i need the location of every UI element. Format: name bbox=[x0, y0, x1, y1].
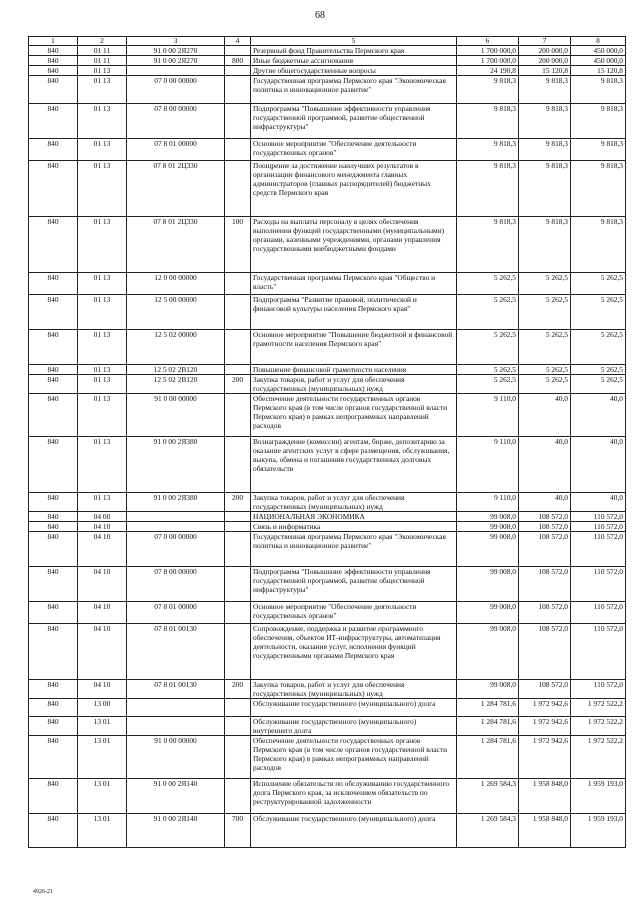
table-row bbox=[29, 273, 626, 295]
cell-c2: 01 13 bbox=[78, 217, 127, 273]
cell-c3: 12 5 00 00000 bbox=[127, 295, 225, 330]
cell-c4 bbox=[225, 66, 251, 76]
cell-c4 bbox=[225, 624, 251, 680]
cell-c3: 12 5 02 2В120 bbox=[127, 375, 225, 394]
cell-c2: 04 10 bbox=[78, 680, 127, 699]
cell-v1: 9 818,3 bbox=[457, 139, 519, 161]
cell-c4: 200 bbox=[225, 375, 251, 394]
cell-c3: 91 0 00 2Я140 bbox=[127, 814, 225, 848]
cell-c3 bbox=[127, 66, 225, 76]
cell-v1: 1 700 000,0 bbox=[457, 46, 519, 56]
cell-c3 bbox=[127, 512, 225, 522]
cell-v3: 5 262,5 bbox=[571, 273, 626, 295]
table-row bbox=[29, 602, 626, 624]
cell-name: Другие общегосударственные вопросы bbox=[251, 66, 457, 76]
cell-c1: 840 bbox=[29, 680, 78, 699]
cell-v3: 1 972 522,2 bbox=[571, 717, 626, 736]
cell-v2: 108 572,0 bbox=[519, 512, 571, 522]
cell-v2: 9 818,3 bbox=[519, 161, 571, 217]
cell-c3: 12 0 00 00000 bbox=[127, 273, 225, 295]
cell-c4 bbox=[225, 532, 251, 567]
cell-c4 bbox=[225, 46, 251, 56]
cell-v1: 99 008,0 bbox=[457, 602, 519, 624]
cell-name: Подпрограмма "Повышение эффективности управления государственной программой, развитие общественной инфраструктуры" bbox=[251, 104, 457, 139]
table-row bbox=[29, 104, 626, 139]
cell-v1: 1 284 781,6 bbox=[457, 736, 519, 779]
table-row bbox=[29, 532, 626, 567]
cell-c1: 840 bbox=[29, 602, 78, 624]
cell-c3: 12 5 02 00000 bbox=[127, 330, 225, 365]
cell-c2: 01 13 bbox=[78, 104, 127, 139]
cell-v1: 1 284 781,6 bbox=[457, 717, 519, 736]
cell-c2: 01 11 bbox=[78, 56, 127, 66]
table-row bbox=[29, 680, 626, 699]
cell-v1: 1 700 000,0 bbox=[457, 56, 519, 66]
cell-c2: 04 10 bbox=[78, 602, 127, 624]
table-row bbox=[29, 295, 626, 330]
cell-v2: 40,0 bbox=[519, 394, 571, 437]
cell-c2: 01 13 bbox=[78, 66, 127, 76]
table-row bbox=[29, 76, 626, 104]
table-row bbox=[29, 365, 626, 375]
cell-v3: 9 818,3 bbox=[571, 139, 626, 161]
cell-v3: 1 959 193,0 bbox=[571, 779, 626, 814]
cell-c4 bbox=[225, 104, 251, 139]
cell-c4: 200 bbox=[225, 680, 251, 699]
cell-v1: 5 262,5 bbox=[457, 273, 519, 295]
cell-name: Обслуживание государственного (муниципального) внутреннего долга bbox=[251, 717, 457, 736]
cell-v3: 110 572,0 bbox=[571, 680, 626, 699]
cell-c4 bbox=[225, 394, 251, 437]
cell-c1: 840 bbox=[29, 493, 78, 512]
cell-v1: 5 262,5 bbox=[457, 330, 519, 365]
cell-name: Повышение финансовой грамотности населения bbox=[251, 365, 457, 375]
cell-c1: 840 bbox=[29, 56, 78, 66]
cell-c4 bbox=[225, 717, 251, 736]
cell-c2: 13 00 bbox=[78, 699, 127, 717]
cell-c3: 91 0 00 2Я270 bbox=[127, 56, 225, 66]
cell-c2: 01 13 bbox=[78, 161, 127, 217]
cell-name: Резервный фонд Правительства Пермского края bbox=[251, 46, 457, 56]
cell-v2: 5 262,5 bbox=[519, 375, 571, 394]
cell-c1: 840 bbox=[29, 330, 78, 365]
table-row bbox=[29, 437, 626, 493]
cell-v1: 5 262,5 bbox=[457, 375, 519, 394]
cell-c2: 04 10 bbox=[78, 522, 127, 532]
header-cell: 3 bbox=[127, 37, 225, 46]
cell-c3: 07 8 01 00130 bbox=[127, 680, 225, 699]
cell-c1: 840 bbox=[29, 717, 78, 736]
cell-name: Поощрение за достижение наилучших результатов в организации финансового менеджмента главных администраторов (главных распорядителей) бюджетных средств Пермского края bbox=[251, 161, 457, 217]
cell-v1: 24 190,8 bbox=[457, 66, 519, 76]
cell-c1: 840 bbox=[29, 522, 78, 532]
cell-name: Закупка товаров, работ и услуг для обеспечения государственных (муниципальных) нужд bbox=[251, 375, 457, 394]
cell-v1: 99 008,0 bbox=[457, 512, 519, 522]
cell-c4: 100 bbox=[225, 217, 251, 273]
cell-v3: 9 818,3 bbox=[571, 161, 626, 217]
cell-c3: 91 0 00 2Я140 bbox=[127, 779, 225, 814]
cell-v2: 108 572,0 bbox=[519, 602, 571, 624]
cell-v2: 5 262,5 bbox=[519, 273, 571, 295]
cell-name: Основное мероприятие "Обеспечение деятельности государственных органов" bbox=[251, 139, 457, 161]
cell-c1: 840 bbox=[29, 365, 78, 375]
cell-c4 bbox=[225, 76, 251, 104]
table-row bbox=[29, 330, 626, 365]
cell-c1: 840 bbox=[29, 139, 78, 161]
cell-c1: 840 bbox=[29, 779, 78, 814]
header-row bbox=[29, 37, 626, 46]
cell-v2: 108 572,0 bbox=[519, 680, 571, 699]
cell-v1: 99 008,0 bbox=[457, 680, 519, 699]
cell-c2: 13 01 bbox=[78, 736, 127, 779]
cell-c3: 07 8 01 00130 bbox=[127, 624, 225, 680]
cell-name: Вознаграждение (комиссии) агентам, бирже, депозитарию за оказание агентских услуг в сфере размещения, обслуживания, выкупа, обмена и погашения государственных долговых обязательств bbox=[251, 437, 457, 493]
cell-c3: 91 0 00 00000 bbox=[127, 736, 225, 779]
cell-v2: 108 572,0 bbox=[519, 624, 571, 680]
cell-c4: 800 bbox=[225, 56, 251, 66]
cell-c2: 04 10 bbox=[78, 567, 127, 602]
header-cell: 4 bbox=[225, 37, 251, 46]
cell-v2: 1 972 942,6 bbox=[519, 717, 571, 736]
cell-v1: 5 262,5 bbox=[457, 295, 519, 330]
cell-c4 bbox=[225, 779, 251, 814]
cell-v1: 9 818,3 bbox=[457, 217, 519, 273]
cell-v3: 450 000,0 bbox=[571, 56, 626, 66]
cell-v3: 9 818,3 bbox=[571, 76, 626, 104]
cell-v1: 9 818,3 bbox=[457, 76, 519, 104]
cell-name: НАЦИОНАЛЬНАЯ ЭКОНОМИКА bbox=[251, 512, 457, 522]
cell-v2: 108 572,0 bbox=[519, 567, 571, 602]
cell-c2: 01 13 bbox=[78, 394, 127, 437]
cell-v3: 110 572,0 bbox=[571, 602, 626, 624]
cell-c1: 840 bbox=[29, 76, 78, 104]
cell-c1: 840 bbox=[29, 273, 78, 295]
cell-name: Закупка товаров, работ и услуг для обеспечения государственных (муниципальных) нужд bbox=[251, 680, 457, 699]
cell-v1: 1 269 584,3 bbox=[457, 814, 519, 848]
cell-name: Основное мероприятие "Обеспечение деятельности государственных органов" bbox=[251, 602, 457, 624]
page-number: 68 bbox=[315, 10, 325, 21]
cell-c3: 07 8 00 00000 bbox=[127, 567, 225, 602]
cell-c2: 13 01 bbox=[78, 717, 127, 736]
cell-v3: 1 972 522,2 bbox=[571, 699, 626, 717]
cell-c3 bbox=[127, 522, 225, 532]
cell-v3: 40,0 bbox=[571, 493, 626, 512]
cell-c1: 840 bbox=[29, 532, 78, 567]
cell-c3 bbox=[127, 699, 225, 717]
cell-c2: 04 10 bbox=[78, 624, 127, 680]
cell-c3: 91 0 00 2Я380 bbox=[127, 437, 225, 493]
table-row bbox=[29, 139, 626, 161]
cell-v3: 40,0 bbox=[571, 394, 626, 437]
cell-v3: 1 959 193,0 bbox=[571, 814, 626, 848]
cell-c1: 840 bbox=[29, 66, 78, 76]
cell-v2: 200 000,0 bbox=[519, 56, 571, 66]
cell-v1: 9 110,0 bbox=[457, 437, 519, 493]
table-row bbox=[29, 161, 626, 217]
cell-c2: 01 13 bbox=[78, 493, 127, 512]
cell-name: Обеспечение деятельности государственных органов Пермского края (в том числе органов государственной власти Пермского края) в рамках непрограммных направлений расходов bbox=[251, 736, 457, 779]
cell-c3: 07 8 01 00000 bbox=[127, 139, 225, 161]
cell-c4 bbox=[225, 567, 251, 602]
cell-v2: 200 000,0 bbox=[519, 46, 571, 56]
cell-v2: 9 818,3 bbox=[519, 139, 571, 161]
cell-c1: 840 bbox=[29, 295, 78, 330]
cell-v2: 40,0 bbox=[519, 493, 571, 512]
cell-c3 bbox=[127, 717, 225, 736]
cell-c2: 01 13 bbox=[78, 139, 127, 161]
cell-v2: 9 818,3 bbox=[519, 104, 571, 139]
table-row bbox=[29, 736, 626, 779]
table-row bbox=[29, 217, 626, 273]
cell-v3: 110 572,0 bbox=[571, 532, 626, 567]
cell-v2: 1 958 848,0 bbox=[519, 814, 571, 848]
cell-c1: 840 bbox=[29, 512, 78, 522]
cell-c1: 840 bbox=[29, 699, 78, 717]
cell-v3: 450 000,0 bbox=[571, 46, 626, 56]
cell-c4: 200 bbox=[225, 493, 251, 512]
cell-name: Обслуживание государственного (муниципального) долга bbox=[251, 814, 457, 848]
cell-c2: 01 11 bbox=[78, 46, 127, 56]
table-row bbox=[29, 66, 626, 76]
cell-v2: 1 972 942,6 bbox=[519, 699, 571, 717]
cell-c4 bbox=[225, 522, 251, 532]
cell-v3: 5 262,5 bbox=[571, 365, 626, 375]
cell-c4 bbox=[225, 161, 251, 217]
cell-c1: 840 bbox=[29, 375, 78, 394]
cell-c3: 07 8 00 00000 bbox=[127, 104, 225, 139]
cell-v2: 108 572,0 bbox=[519, 522, 571, 532]
cell-c1: 840 bbox=[29, 567, 78, 602]
cell-v1: 1 269 584,3 bbox=[457, 779, 519, 814]
cell-c1: 840 bbox=[29, 161, 78, 217]
cell-c3: 91 0 00 00000 bbox=[127, 394, 225, 437]
cell-c2: 01 13 bbox=[78, 76, 127, 104]
cell-v1: 5 262,5 bbox=[457, 365, 519, 375]
cell-v3: 110 572,0 bbox=[571, 522, 626, 532]
cell-v3: 110 572,0 bbox=[571, 512, 626, 522]
cell-v3: 5 262,5 bbox=[571, 375, 626, 394]
cell-v2: 15 120,8 bbox=[519, 66, 571, 76]
cell-v2: 108 572,0 bbox=[519, 532, 571, 567]
header-cell: 2 bbox=[78, 37, 127, 46]
cell-c4 bbox=[225, 699, 251, 717]
cell-c2: 01 13 bbox=[78, 437, 127, 493]
cell-name: Связь и информатика bbox=[251, 522, 457, 532]
cell-c2: 01 13 bbox=[78, 330, 127, 365]
cell-c3: 07 0 00 00000 bbox=[127, 532, 225, 567]
cell-name: Иные бюджетные ассигнования bbox=[251, 56, 457, 66]
cell-v3: 5 262,5 bbox=[571, 295, 626, 330]
cell-c2: 13 01 bbox=[78, 814, 127, 848]
cell-v1: 99 008,0 bbox=[457, 522, 519, 532]
cell-v3: 1 972 522,2 bbox=[571, 736, 626, 779]
cell-v2: 9 818,3 bbox=[519, 217, 571, 273]
footer-code: 4926-21 bbox=[33, 889, 53, 895]
header-cell: 8 bbox=[571, 37, 626, 46]
cell-c1: 840 bbox=[29, 46, 78, 56]
cell-c2: 04 10 bbox=[78, 532, 127, 567]
cell-c2: 13 01 bbox=[78, 779, 127, 814]
cell-v2: 1 972 942,6 bbox=[519, 736, 571, 779]
cell-c4 bbox=[225, 602, 251, 624]
cell-c1: 840 bbox=[29, 814, 78, 848]
cell-c3: 07 8 01 2Ц330 bbox=[127, 161, 225, 217]
table-row bbox=[29, 779, 626, 814]
cell-c2: 01 13 bbox=[78, 295, 127, 330]
cell-v2: 5 262,5 bbox=[519, 295, 571, 330]
cell-v3: 40,0 bbox=[571, 437, 626, 493]
header-cell: 6 bbox=[457, 37, 519, 46]
table-row bbox=[29, 717, 626, 736]
cell-v3: 9 818,3 bbox=[571, 217, 626, 273]
table-row bbox=[29, 512, 626, 522]
cell-c4 bbox=[225, 330, 251, 365]
cell-v3: 15 120,8 bbox=[571, 66, 626, 76]
cell-name: Подпрограмма "Повышение эффективности управления государственной программой, развитие общественной инфраструктуры" bbox=[251, 567, 457, 602]
cell-name: Государственная программа Пермского края "Общество и власть" bbox=[251, 273, 457, 295]
cell-c1: 840 bbox=[29, 624, 78, 680]
cell-c1: 840 bbox=[29, 736, 78, 779]
cell-v1: 9 818,3 bbox=[457, 104, 519, 139]
table-row bbox=[29, 375, 626, 394]
cell-c4 bbox=[225, 736, 251, 779]
cell-v1: 99 008,0 bbox=[457, 532, 519, 567]
cell-c4 bbox=[225, 437, 251, 493]
cell-v1: 9 110,0 bbox=[457, 493, 519, 512]
budget-table bbox=[28, 36, 626, 848]
cell-c3: 91 0 00 2Я270 bbox=[127, 46, 225, 56]
cell-c1: 840 bbox=[29, 217, 78, 273]
cell-c4 bbox=[225, 139, 251, 161]
cell-name: Основное мероприятие "Повышение бюджетной и финансовой грамотности населения Пермского края" bbox=[251, 330, 457, 365]
table-row bbox=[29, 699, 626, 717]
header-cell: 5 bbox=[251, 37, 457, 46]
table-row bbox=[29, 567, 626, 602]
cell-c4 bbox=[225, 365, 251, 375]
cell-name: Закупка товаров, работ и услуг для обеспечения государственных (муниципальных) нужд bbox=[251, 493, 457, 512]
cell-v1: 9 110,0 bbox=[457, 394, 519, 437]
cell-c2: 01 13 bbox=[78, 375, 127, 394]
table-row bbox=[29, 56, 626, 66]
cell-name: Исполнение обязательств по обслуживанию государственного долга Пермского края, за исключением обязательств по реструктурированной задолженности bbox=[251, 779, 457, 814]
cell-v1: 1 284 781,6 bbox=[457, 699, 519, 717]
cell-v2: 40,0 bbox=[519, 437, 571, 493]
header-cell: 1 bbox=[29, 37, 78, 46]
cell-name: Обеспечение деятельности государственных органов Пермского края (в том числе органов государственной власти Пермского края) в рамках непрограммных направлений расходов bbox=[251, 394, 457, 437]
cell-v3: 9 818,3 bbox=[571, 104, 626, 139]
table-row bbox=[29, 394, 626, 437]
cell-c1: 840 bbox=[29, 104, 78, 139]
table-row bbox=[29, 814, 626, 848]
cell-c2: 01 13 bbox=[78, 273, 127, 295]
table-row bbox=[29, 493, 626, 512]
cell-v1: 99 008,0 bbox=[457, 624, 519, 680]
cell-name: Государственная программа Пермского края "Экономическая политика и инновационное развитие" bbox=[251, 76, 457, 104]
cell-c3: 07 8 01 00000 bbox=[127, 602, 225, 624]
cell-c2: 04 00 bbox=[78, 512, 127, 522]
cell-c4 bbox=[225, 295, 251, 330]
cell-v2: 5 262,5 bbox=[519, 330, 571, 365]
cell-c2: 01 13 bbox=[78, 365, 127, 375]
cell-v3: 5 262,5 bbox=[571, 330, 626, 365]
cell-c3: 91 0 00 2Я380 bbox=[127, 493, 225, 512]
cell-name: Сопровождение, поддержка и развитие программного обеспечения, объектов ИТ-инфраструктуры, автоматизация деятельности, оказания услуг, исполнения функций государственными органами Пермского края bbox=[251, 624, 457, 680]
cell-name: Расходы на выплаты персоналу в целях обеспечения выполнения функций государственными (муниципальными) органами, казенными учреждениями, органами управления государственными внебюджетными фондами bbox=[251, 217, 457, 273]
cell-v1: 9 818,3 bbox=[457, 161, 519, 217]
cell-name: Подпрограмма "Развитие правовой, политической и финансовой культуры населения Пермского края" bbox=[251, 295, 457, 330]
table-row bbox=[29, 46, 626, 56]
cell-v3: 110 572,0 bbox=[571, 624, 626, 680]
table-row bbox=[29, 522, 626, 532]
cell-c3: 12 5 02 2В120 bbox=[127, 365, 225, 375]
table-row bbox=[29, 624, 626, 680]
cell-v3: 110 572,0 bbox=[571, 567, 626, 602]
cell-v2: 9 818,3 bbox=[519, 76, 571, 104]
cell-name: Государственная программа Пермского края "Экономическая политика и инновационное развитие" bbox=[251, 532, 457, 567]
cell-c3: 07 0 00 00000 bbox=[127, 76, 225, 104]
header-cell: 7 bbox=[519, 37, 571, 46]
cell-c4 bbox=[225, 273, 251, 295]
cell-c1: 840 bbox=[29, 394, 78, 437]
cell-v1: 99 008,0 bbox=[457, 567, 519, 602]
cell-c1: 840 bbox=[29, 437, 78, 493]
cell-c4 bbox=[225, 512, 251, 522]
cell-name: Обслуживание государственного (муниципального) долга bbox=[251, 699, 457, 717]
cell-v2: 5 262,5 bbox=[519, 365, 571, 375]
cell-c3: 07 8 01 2Ц330 bbox=[127, 217, 225, 273]
cell-c4: 700 bbox=[225, 814, 251, 848]
cell-v2: 1 958 848,0 bbox=[519, 779, 571, 814]
